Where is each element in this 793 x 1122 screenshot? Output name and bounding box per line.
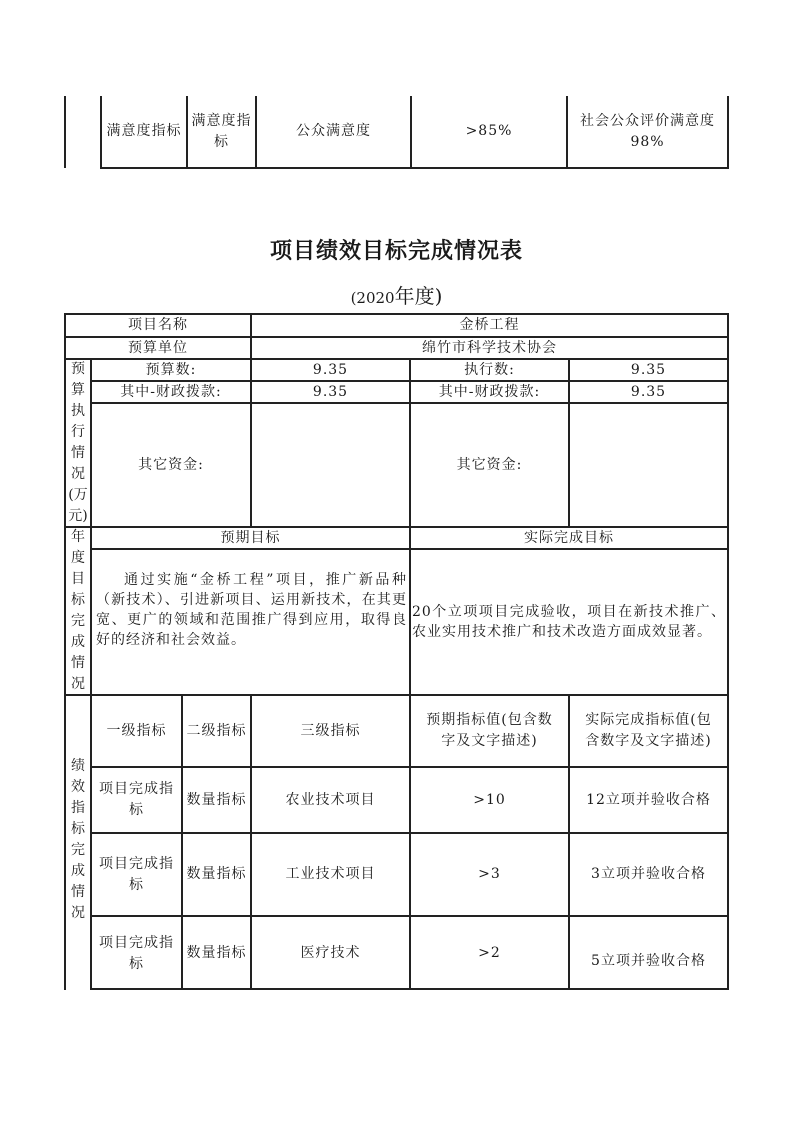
side-label-char: 成: [71, 863, 85, 879]
prev-actual-cell: 社会公众评价满意度98%: [580, 112, 715, 150]
budget-unit-label: 预算单位: [128, 339, 188, 356]
budget-side-label: [66, 360, 90, 526]
row1-level1: 项目完成指标: [99, 781, 174, 818]
side-label-char: 度: [71, 550, 85, 566]
side-label-char: 情: [71, 884, 85, 900]
side-label-char: 执: [71, 403, 85, 419]
row3-expected: >2: [478, 945, 501, 961]
row3-actual: 5立项并验收合格: [591, 953, 706, 969]
fiscal-budget-label: 其中-财政拨款:: [120, 383, 222, 400]
other-funds-budget-label: 其它资金:: [138, 456, 204, 473]
fiscal-execution-label: 其中-财政拨款:: [438, 383, 541, 400]
row2-level3: 工业技术项目: [285, 866, 376, 882]
side-label-char: 算: [71, 382, 85, 398]
row1-actual: 12立项并验收合格: [586, 791, 711, 808]
year-label: [0, 280, 793, 309]
row3-level2: 数量指标: [186, 945, 247, 961]
budget-amount-label: 预算数:: [145, 361, 197, 378]
performance-side-label: [66, 740, 90, 940]
expected-value-header: 预期指标值(包含数字及文字描述): [426, 712, 553, 749]
side-label-char: (万: [68, 487, 88, 503]
level2-header: 二级指标: [186, 722, 247, 739]
side-label-char: 预: [71, 361, 85, 377]
fiscal-execution-value: 9.35: [630, 383, 667, 400]
page-title: 项目绩效目标完成情况表: [269, 239, 523, 264]
year-value: 2020: [356, 289, 395, 307]
other-funds-execution-label: 其它资金:: [456, 456, 523, 473]
side-label-char: 元): [68, 508, 88, 524]
level3-header: 三级指标: [300, 722, 361, 739]
prev-level1-cell: 满意度指标: [106, 123, 182, 139]
other-funds-budget-value: [252, 404, 409, 526]
side-label-char: 目: [71, 571, 85, 587]
prev-level3-cell: 公众满意度: [296, 123, 371, 139]
row3-level1: 项目完成指标: [99, 935, 174, 972]
side-label-char: 情: [71, 445, 85, 461]
budget-amount-value: 9.35: [312, 361, 349, 378]
row1-level2: 数量指标: [186, 791, 247, 808]
side-label-char: 年: [71, 529, 85, 545]
side-label-char: 指: [71, 800, 85, 816]
expected-target-header: 预期目标: [220, 529, 281, 546]
project-name-label: 项目名称: [128, 317, 188, 333]
side-label-char: 标: [71, 821, 85, 837]
level1-header: 一级指标: [106, 722, 167, 739]
year-suffix: 年度): [394, 284, 443, 308]
side-label-char: 完: [71, 842, 85, 858]
actual-target-text: 20个立项项目完成验收，项目在新技术推广、农业实用技术推广和技术改造方面成效显著。: [412, 604, 726, 640]
fiscal-budget-value: 9.35: [312, 383, 349, 400]
side-label-char: 况: [71, 905, 85, 921]
side-label-char: 情: [71, 655, 85, 671]
side-label-char: 行: [71, 424, 85, 440]
actual-target-header: 实际完成目标: [524, 529, 614, 546]
project-name-value: 金桥工程: [459, 317, 520, 333]
execution-amount-value: 9.35: [630, 361, 667, 378]
row2-level1: 项目完成指标: [99, 855, 174, 893]
year-open: (: [350, 289, 357, 307]
execution-amount-label: 执行数:: [464, 361, 515, 378]
row1-level3: 农业技术项目: [285, 791, 376, 808]
side-label-char: 完: [71, 613, 85, 629]
row2-level2: 数量指标: [186, 866, 247, 882]
annual-target-side-label: [66, 528, 90, 694]
row2-expected: >3: [478, 866, 501, 882]
other-funds-execution-value: [570, 404, 727, 526]
side-label-char: 效: [71, 779, 85, 795]
side-label-char: 况: [71, 676, 85, 692]
budget-unit-value: 绵竹市科学技术协会: [422, 339, 557, 356]
side-label-char: 绩: [71, 758, 85, 774]
side-label-char: 标: [71, 592, 85, 608]
expected-target-text: 通过实施“金桥工程”项目，推广新品种（新技术）、引进新项目、运用新技术，在其更宽、更广的领域和范围推广得到应用，取得良好的经济和社会效益。: [96, 572, 407, 648]
actual-value-header: 实际完成指标值(包含数字及文字描述): [585, 712, 712, 749]
row3-level3: 医疗技术: [300, 945, 361, 961]
row1-expected: >10: [473, 791, 506, 808]
prev-level2-cell: 满意度指标: [191, 112, 252, 150]
row2-actual: 3立项并验收合格: [591, 866, 706, 882]
side-label-char: 况: [71, 466, 85, 482]
prev-expected-cell: >85%: [465, 123, 513, 139]
side-label-char: 成: [71, 634, 85, 650]
